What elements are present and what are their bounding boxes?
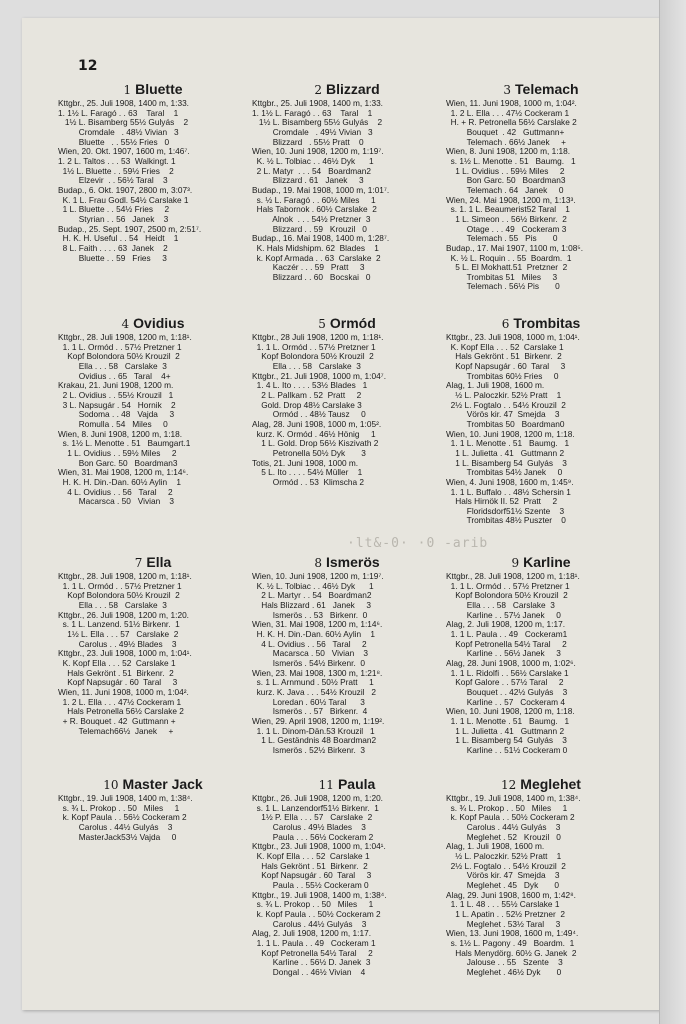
result-line: 1. 1 L. Buffalo . . 48½ Schersin 1 [446, 487, 571, 497]
faded-stamp: ·lt&-0· ·0 -arib [347, 536, 489, 551]
entry-heading [252, 552, 442, 571]
result-line: 1 L. Bluette . . 54½ Fries 2 [58, 205, 170, 215]
result-line: Bluette . . 59 Fries 3 [58, 253, 167, 263]
result-line: 1½ L. Bisamberg 55½ Gulyás 2 [252, 118, 383, 128]
result-line: s. ¾ L. Prokop . . 50 Miles 1 [446, 803, 568, 813]
result-line: Bouquet . 42 Guttmann+ [446, 127, 565, 137]
result-line: Hals Hirnök II. 52 Pratt 2 [446, 497, 558, 507]
result-line: Kttgbr., 28. Juli 1908, 1200 m, 1:18¹. [58, 333, 192, 342]
result-line: Alag, 1. Juli 1908, 1600 m. [446, 381, 545, 391]
result-line: + R. Bouquet . 42 Guttmann + [58, 716, 176, 726]
result-line: 2 L. Pallkam . 52 Pratt 2 [252, 390, 362, 400]
result-line: 1. 1 L. 48 . . . 55½ Carslake 1 [446, 900, 560, 910]
result-line: K. Kopf Ella . . . 52 Carslake 1 [58, 658, 176, 668]
result-line: ½ L. Paloczkir. 52½ Pratt 1 [446, 851, 562, 861]
horse-name: Meglehet [520, 776, 581, 792]
result-line: Kttgbr., 26. Juli 1908, 1200 m, 1:20. [252, 794, 383, 803]
race-results [446, 333, 636, 526]
result-line: Wien, 11. Juni 1908, 1000 m, 1:04². [58, 687, 189, 697]
result-line: 1. 1 L. Ormód . . 57½ Pretzner 1 [58, 581, 182, 591]
result-line: 5 L. Ito . . . . 54½ Müller 1 [252, 468, 363, 478]
page-edge [659, 0, 686, 1024]
result-line: Ormód . . 53 Klimscha 2 [252, 477, 365, 487]
result-line: Paula . . . 56½ Cockeram 2 [252, 832, 374, 842]
result-line: 1 L. Bisamberg 54 Gulyás 3 [446, 458, 567, 468]
result-line: Alag, 1. Juli 1908, 1600 m. [446, 842, 545, 852]
result-line: Kttgbr., 28 Juli 1908, 1200 m, 1:18¹. [252, 333, 384, 342]
race-results [252, 99, 442, 282]
result-line: Gold. Drop 48½ Carslake 3 [252, 400, 362, 410]
entry-number: 3 [503, 83, 512, 97]
entry-number: 2 [314, 83, 322, 97]
horse-entry [446, 769, 636, 1009]
result-line: ½ L. Paloczkir. 52½ Pratt 1 [446, 390, 562, 400]
result-line: Budap., 16. Mai 1908, 1400 m, 1:28⁷. [252, 234, 390, 244]
result-line: 4 L. Ovidius . . 56 Taral 2 [58, 487, 173, 497]
result-line: 1. 1 L. Ormód . . 57½ Pretzner 1 [446, 581, 570, 591]
result-line: 1. 2 L. Ella . . . 47½ Cockeram 1 [446, 108, 570, 118]
horse-entry [252, 308, 442, 547]
result-line: Bluette . . 55½ Fries 0 [58, 137, 170, 147]
result-line: 1. 1 L. Ridolfi . . 56½ Carslake 1 [446, 668, 569, 678]
result-line: 1 L. Geständnis 48 Boardman2 [252, 736, 377, 746]
race-results [252, 572, 442, 755]
result-line: Kttgbr., 26. Juli 1908, 1200 m, 1:20. [58, 610, 189, 620]
result-line: Jalouse . . 55 Szente 3 [446, 958, 563, 968]
result-line: 1. 1 L. Dinom-Dän.53 Krouzil 1 [252, 726, 375, 736]
result-line: Ella . . . 58 Carslake 3 [58, 361, 167, 371]
result-line: Ella . . . 58 Carslake 3 [58, 600, 167, 610]
result-line: Loredan . 60½ Taral 3 [252, 697, 365, 707]
result-line: Kopf Napsugár . 60 Taral 3 [252, 871, 372, 881]
result-line: Wien, 8. Juni 1908, 1200 m, 1:18. [58, 429, 183, 439]
result-line: Bon Garc. 50 Boardman3 [58, 458, 178, 468]
result-line: Carolus . 44½ Gulyás 3 [58, 822, 173, 832]
entry-heading [446, 313, 636, 332]
horse-entry [446, 547, 636, 769]
result-line: Elzevir . . 56½ Taral 3 [58, 176, 168, 186]
result-line: Bon Garc. 50 Boardman3 [446, 176, 566, 186]
horse-name: Trombitas [513, 315, 581, 331]
result-line: s. 1 L. Lanzend. 51½ Birkenr. 1 [58, 620, 180, 630]
result-line: K. Hals Midshipm. 62 Blades 1 [252, 243, 379, 253]
result-line: Hals Petronella 56½ Carslake 2 [58, 707, 184, 717]
result-line: MasterJack53½ Vajda 0 [58, 832, 177, 842]
result-line: Alag, 29. Juni 1908, 1600 m, 1:42⁸. [446, 890, 576, 900]
result-line: Telemach66½ Janek + [58, 726, 174, 736]
result-line: Styrian . . 56 Janek 3 [58, 214, 169, 224]
result-line: Ella . . . 58 Carslake 3 [252, 361, 361, 371]
result-line: H. K. H. Useful . . 54 Heidt 1 [58, 234, 179, 244]
result-line: Hals Gekrönt . 51 Birkenr. 2 [446, 352, 562, 362]
result-line: Ismerös . . 53 Birkenr. 0 [252, 610, 368, 620]
result-line: Kttgbr., 19. Juli 1908, 1400 m, 1:38⁴. [58, 794, 193, 803]
result-line: Sodoma . . 48 Vajda 3 [58, 410, 175, 420]
entry-number: 4 [121, 317, 130, 331]
result-line: Ella . . . 58 Carslake 3 [446, 600, 555, 610]
result-line: K. Kopf Ella . . . 52 Carslake 1 [252, 851, 370, 861]
result-line: 1. 1 L. Ormód . . 57½ Pretzner 1 [252, 342, 376, 352]
result-line: Meglehet . 45 Dyk 0 [446, 880, 559, 890]
result-line: Carolus . 49½ Blades 3 [252, 822, 366, 832]
horse-name: Telemach [515, 81, 579, 97]
result-line: 2 L. Ovidius . . 55½ Krouzil 1 [58, 390, 174, 400]
result-line: K. ½ L. Tolbiac . . 46½ Dyk 1 [252, 581, 374, 591]
result-line: Hals Blizzard . 61 Janek 3 [252, 600, 371, 610]
result-line: Meglehet . 46½ Dyk 0 [446, 967, 562, 977]
result-line: 1 L. Gold. Drop 56½ Kiszivath 2 [252, 439, 379, 449]
horse-name: Ormód [329, 315, 376, 331]
result-line: Ismerös . 54½ Birkenr. 0 [252, 658, 365, 668]
race-results [446, 572, 636, 755]
entry-number: 11 [318, 778, 334, 792]
horse-entry [446, 74, 636, 308]
result-line: Alag, 2. Juli 1908, 1200 m, 1:17. [252, 929, 372, 939]
result-line: K. ½ L. Tolbiac . . 46½ Dyk 1 [252, 156, 374, 166]
result-line: Ismerös . . 57 Birkenr. 4 [252, 707, 368, 717]
result-line: Blizzard . 55½ Pratt 0 [252, 137, 364, 147]
result-line: 1½ L. Bluette . . 59½ Fries 2 [58, 166, 174, 176]
race-results [58, 99, 248, 263]
result-line: Alag, 28. Juni 1908, 1000 m, 1:02⁶. [446, 658, 576, 668]
horse-name: Master Jack [122, 776, 203, 792]
entry-heading [446, 79, 636, 98]
result-line: Meglehet . 53½ Taral 3 [446, 919, 561, 929]
entry-number: 5 [318, 317, 326, 331]
result-line: Trombitas 51 Miles 3 [446, 272, 558, 282]
result-line: k. Kopf Armada . . 63 Carslake 2 [252, 253, 381, 263]
result-line: Kttgbr., 23. Juli 1908, 1000 m, 1:04¹. [252, 842, 386, 852]
result-line: H. K. H. Din.-Dan. 60½ Aylin 1 [252, 629, 375, 639]
result-line: Hals Gekrönt . 51 Birkenr. 2 [58, 668, 174, 678]
horse-entry [58, 547, 248, 769]
result-line: Kttgbr., 23. Juli 1908, 1000 m, 1:04¹. [446, 333, 580, 342]
race-results [252, 333, 442, 488]
result-line: 1 L. Simeon . . 56½ Birkenr. 2 [446, 214, 567, 224]
result-line: 1½ L. Bisamberg 55½ Gulyás 2 [58, 118, 189, 128]
horse-entry [446, 308, 636, 547]
result-line: Wien, 11. Juni 1908, 1000 m, 1:04². [446, 99, 577, 108]
result-line: Otage . . . 49 Cockeram 3 [446, 224, 567, 234]
result-line: 1. 1 L. Ormód . . 57½ Pretzner 1 [58, 342, 182, 352]
result-line: Vörös kir. 47 Smejda 3 [446, 871, 560, 881]
result-line: 1. 1½ L. Faragó . . 63 Taral 1 [58, 108, 179, 118]
entry-heading [58, 552, 248, 571]
result-line: Hals Tabornok . 60½ Carslake 2 [252, 205, 377, 215]
race-results [446, 794, 636, 977]
result-line: Kttgbr., 25. Juli 1908, 1400 m, 1:33. [58, 99, 189, 108]
race-results [252, 794, 442, 977]
result-line: s. ¾ L. Prokop . . 50 Miles 1 [58, 803, 180, 813]
result-line: Karline . . 57½ Janek 0 [446, 610, 561, 620]
result-line: Budap., 25. Sept. 1907, 2500 m, 2:51⁷. [58, 224, 202, 234]
horse-name: Paula [337, 776, 376, 792]
result-line: s. 1 L. Lanzendorf51½ Birkenr. 1 [252, 803, 379, 813]
horse-name: Karline [523, 554, 571, 570]
result-line: 1 L. Julietta . 41 Guttmann 2 [446, 726, 565, 736]
result-line: 1. 2 L. Ella . . . 47½ Cockeram 1 [58, 697, 182, 707]
result-line: H. K. H. Din.-Dan. 60½ Aylin 1 [58, 477, 181, 487]
result-line: Kopf Bolondora 50½ Krouzil 2 [58, 591, 180, 601]
horse-name: Ovidius [133, 315, 185, 331]
entry-number: 12 [501, 778, 517, 792]
result-line: 1 L. Apatin . . 52½ Pretzner 2 [446, 909, 565, 919]
result-line: Wien, 10. Juni 1908, 1200 m, 1:18. [446, 707, 575, 717]
result-line: Wien, 4. Juni 1908, 1600 m, 1:45⁹. [446, 477, 574, 487]
result-line: Budap., 6. Okt. 1907, 2800 m, 3:07³. [58, 185, 193, 195]
result-line: Kttgbr., 25. Juli 1908, 1400 m, 1:33. [252, 99, 383, 108]
page-number: 12 [78, 58, 98, 74]
result-line: 1. 1 L. Paula . . 49 Cockeram1 [446, 629, 568, 639]
horse-entry [252, 769, 442, 1009]
result-line: Karline . . 56½ D. Janek 3 [252, 958, 371, 968]
result-line: kurz. K. Java . . . 54½ Krouzil 2 [252, 687, 377, 697]
result-line: 1½ P. Ella . . . 57 Carslake 2 [252, 813, 373, 823]
result-line: Petronella 50½ Dyk 3 [252, 448, 366, 458]
result-line: Kttgbr., 19. Juli 1908, 1400 m, 1:38⁴. [252, 890, 387, 900]
result-line: Bouquet . . 42½ Gulyás 3 [446, 687, 568, 697]
result-line: Karline . . 51½ Cockeram 0 [446, 745, 568, 755]
result-line: Telemach . 55 Pis 0 [446, 234, 558, 244]
result-line: Trombitas 60½ Fries 0 [446, 371, 559, 381]
result-line: 1 L. Julietta . 41 Guttmann 2 [446, 448, 565, 458]
result-line: Kopf Napsugár . 60 Taral 3 [58, 678, 178, 688]
horse-name: Ella [146, 554, 172, 570]
result-line: 1. 2 L. Taltos . . . 53 Walkingt. 1 [58, 156, 176, 166]
result-line: Macarsca . 50 Vivian 3 [252, 649, 369, 659]
result-line: 1½ L. Ella . . . 57 Carslake 2 [58, 629, 179, 639]
result-line: Wien, 31. Mai 1908, 1200 m, 1:14⁶. [58, 468, 189, 478]
race-results [58, 794, 248, 842]
entries-grid [58, 74, 662, 1010]
result-line: Carolus . 44½ Gulyás 3 [446, 822, 561, 832]
result-line: Kopf Bolondora 50½ Krouzil 2 [446, 591, 568, 601]
result-line: Budap., 19. Mai 1908, 1000 m, 1:01⁷. [252, 185, 390, 195]
result-line: Karline . . 56½ Janek 3 [446, 649, 561, 659]
result-line: Carolus . 44½ Gulyás 3 [252, 919, 367, 929]
result-line: Wien, 8. Juni 1908, 1200 m, 1:18. [446, 147, 571, 157]
result-line: Kaczér . . . 59 Pratt 3 [252, 263, 365, 273]
result-line: Wien, 20. Okt. 1907, 1600 m, 1:46⁷. [58, 147, 190, 157]
result-line: 1. 1 L. Menotte . 51 Baumg. 1 [446, 716, 570, 726]
result-line: Trombitas 54½ Janek 0 [446, 468, 563, 478]
result-line: 8 L. Faith . . . . 63 Janek 2 [58, 243, 168, 253]
result-line: Meglehet . 52 Krouzil 0 [446, 832, 561, 842]
result-line: 2 L. Martyr . . 54 Boardman2 [252, 591, 372, 601]
result-line: Romulla . 54 Miles 0 [58, 419, 168, 429]
entry-heading [446, 552, 636, 571]
entry-number: 7 [134, 556, 143, 570]
result-line: s. ¾ L. Prokop . . 50 Miles 1 [252, 900, 374, 910]
result-line: Wien, 29. April 1908, 1200 m, 1:19². [252, 716, 385, 726]
horse-name: Blizzard [325, 81, 380, 97]
result-line: Alag, 28. Juni 1908, 1000 m, 1:05². [252, 419, 382, 429]
result-line: 4 L. Ovidius . . 56 Taral 2 [252, 639, 367, 649]
result-line: Vörös kir. 47 Smejda 3 [446, 410, 560, 420]
result-line: Trombitas 50 Boardman0 [446, 419, 565, 429]
result-line: Kopf Petronella 54½ Taral 2 [252, 948, 373, 958]
result-line: Kttgbr., 28. Juli 1908, 1200 m, 1:18¹. [446, 572, 580, 581]
race-results [58, 572, 248, 736]
result-line: Ovidius . . 65 Taral 4+ [58, 371, 171, 381]
result-line: Wien, 13. Juni 1908, 1600 m, 1:49⁴. [446, 929, 579, 939]
scanned-page [22, 18, 662, 1010]
result-line: Carolus . . 49½ Blades 3 [58, 639, 177, 649]
horse-entry [252, 74, 442, 308]
result-line: Wien, 23. Mai 1908, 1300 m, 1:21⁸. [252, 668, 383, 678]
result-line: Alnok . . . 54½ Pretzner 3 [252, 214, 371, 224]
result-line: Hals Gekrönt . 51 Birkenr. 2 [252, 861, 368, 871]
entry-number: 9 [511, 556, 520, 570]
entry-heading [446, 774, 636, 793]
entry-heading [252, 774, 442, 793]
result-line: k. Kopf Paula . . 56½ Cockeram 2 [58, 813, 187, 823]
result-line: Telemach . 66½ Janek + [446, 137, 566, 147]
result-line: Kopf Napsugár . 60 Taral 3 [446, 361, 566, 371]
result-line: Wien, 24. Mai 1908, 1200 m, 1:13³. [446, 195, 576, 205]
result-line: Kopf Bolondora 50½ Krouzil 2 [252, 352, 374, 362]
result-line: 2 L. Matyr . . . 54 Boardman2 [252, 166, 371, 176]
result-line: Hals Menydörg. 60½ G. Janek 2 [446, 948, 577, 958]
result-line: 1 L. Bisamberg 54 Gulyás 3 [446, 736, 567, 746]
result-line: Telemach . 64 Janek 0 [446, 185, 564, 195]
result-line: Karline . . 57 Cockeram 4 [446, 697, 565, 707]
result-line: Floridsdorf51½ Szente 3 [446, 506, 565, 516]
result-line: Kttgbr., 21. Juli 1908, 1000 m, 1:04⁷. [252, 371, 386, 381]
result-line: Ismerös . 52½ Birkenr. 3 [252, 745, 365, 755]
result-line: s. 1 L. Arnmund . 50½ Pratt 1 [252, 678, 374, 688]
result-line: s. 1½ L. Menotte . 51 Baumg. 1 [446, 156, 576, 166]
horse-entry [58, 769, 248, 1009]
entry-heading [58, 79, 248, 98]
entry-heading [252, 79, 442, 98]
horse-entry [58, 308, 248, 547]
result-line: 1. 4 L. Ito . . . . 53½ Blades 1 [252, 381, 368, 391]
result-line: k. Kopf Paula . . 50½ Cockeram 2 [252, 909, 381, 919]
result-line: Telemach . 56½ Pis 0 [446, 282, 560, 292]
entry-heading [58, 774, 248, 793]
horse-name: Ismerös [325, 554, 380, 570]
result-line: K. 1 L. Frau Godl. 54½ Carslake 1 [58, 195, 189, 205]
entry-heading [58, 313, 248, 332]
result-line: 1 L. Ovidius . . 59½ Miles 2 [446, 166, 565, 176]
result-line: 1. 1½ L. Faragó . . 63 Taral 1 [252, 108, 373, 118]
result-line: Blizzard . . 59 Krouzil 0 [252, 224, 367, 234]
result-line: K. ½ L. Roquin . . 55 Boardm. 1 [446, 253, 572, 263]
result-line: s. ½ L. Faragó . . 60½ Miles 1 [252, 195, 376, 205]
result-line: Kttgbr., 23. Juli 1908, 1000 m, 1:04¹. [58, 649, 192, 659]
result-line: Kttgbr., 19. Juli 1908, 1400 m, 1:38⁴. [446, 794, 581, 803]
result-line: Cromdale . 49½ Vivian 3 [252, 127, 373, 137]
entry-heading [252, 313, 442, 332]
result-line: s. 1½ L. Menotte . 51 Baumgart.1 [58, 439, 191, 449]
result-line: Wien, 10. Juni 1908, 1200 m, 1:18. [446, 429, 575, 439]
entry-number: 10 [103, 778, 119, 792]
result-line: 1 L. Ovidius . . 59½ Miles 2 [58, 448, 177, 458]
result-line: 5 L. El Mokhatt.51 Pretzner 2 [446, 263, 568, 273]
result-line: Kopf Petronella 54½ Taral 2 [446, 639, 567, 649]
result-line: Macarsca . 50 Vivian 3 [58, 497, 175, 507]
result-line: kurz. K. Ormód . 46½ Hönig 1 [252, 429, 376, 439]
result-line: Cromdale . 48½ Vivian 3 [58, 127, 179, 137]
result-line: 2½ L. Fogtalo . . 54½ Krouzil 2 [446, 861, 566, 871]
result-line: Wien, 10. Juni 1908, 1200 m, 1:19⁷. [252, 147, 384, 157]
result-line: Wien, 10. Juni 1908, 1200 m, 1:19⁷. [252, 572, 384, 581]
entry-number: 1 [123, 83, 132, 97]
result-line: Dongal . . 46½ Vivian 4 [252, 967, 366, 977]
result-line: Wien, 31. Mai 1908, 1200 m, 1:14⁶. [252, 620, 383, 630]
result-line: Kopf Bolondora 50½ Krouzil 2 [58, 352, 180, 362]
horse-name: Bluette [135, 81, 183, 97]
result-line: 1. 1 L. Menotte . 51 Baumg. 1 [446, 439, 570, 449]
result-line: Trombitas 48½ Puszter 0 [446, 516, 566, 526]
result-line: 3 L. Napsugár . 54 Hornik 2 [58, 400, 176, 410]
result-line: 2½ L. Fogtalo . . 54½ Krouzil 2 [446, 400, 566, 410]
result-line: 1. 1 L. Paula . . 49 Cockeram 1 [252, 938, 376, 948]
race-results [446, 99, 636, 292]
result-line: K. Kopf Ella . . . 52 Carslake 1 [446, 342, 564, 352]
result-line: s. 1. 1 L. Beaumerist52 Taral 1 [446, 205, 570, 215]
result-line: Krakau, 21. Juni 1908, 1200 m. [58, 381, 174, 391]
result-line: Kopf Galore . . 57½ Taral 2 [446, 678, 564, 688]
result-line: Paula . . 55½ Cockeram 0 [252, 880, 369, 890]
result-line: k. Kopf Paula . . 50½ Cockeram 2 [446, 813, 575, 823]
result-line: H. + R. Petronella 56½ Carslake 2 [446, 118, 577, 128]
result-line: Blizzard . . 60 Bocskai 0 [252, 272, 371, 282]
race-results [58, 333, 248, 507]
result-line: Blizzard . 61 Janek 3 [252, 176, 364, 186]
result-line: Kttgbr., 28. Juli 1908, 1200 m, 1:18¹. [58, 572, 192, 581]
horse-entry [58, 74, 248, 308]
horse-entry [252, 547, 442, 769]
result-line: Ormód . . 48½ Tausz 0 [252, 410, 366, 420]
entry-number: 8 [314, 556, 322, 570]
result-line: Totis, 21. Juni 1908, 1000 m. [252, 458, 359, 468]
entry-number: 6 [501, 317, 510, 331]
result-line: s. 1½ L. Pagony . 49 Boardm. 1 [446, 938, 575, 948]
result-line: Alag, 2. Juli 1908, 1200 m, 1:17. [446, 620, 566, 630]
result-line: Budap., 17. Mai 1907, 1100 m, 1:08⁵. [446, 243, 584, 253]
